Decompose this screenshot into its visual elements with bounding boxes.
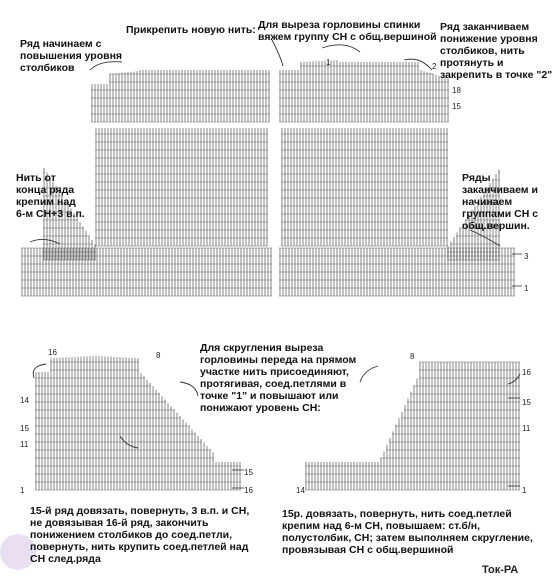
stitch-curve: [272, 40, 283, 66]
stitch-curve: [33, 364, 46, 378]
row-label: 2: [432, 62, 437, 71]
row-label: 8: [410, 352, 415, 361]
note-back-neck: Для выреза горловины спинки вяжем группу СН с общ.вершиной: [258, 19, 437, 43]
row-label: 3: [524, 252, 529, 261]
stitch-curve: [180, 382, 198, 396]
signature: Ток-РА: [482, 564, 519, 576]
note-left-thread: Нить от конца ряда крепим над 6-м СН+3 в.п.: [16, 172, 85, 220]
row-label: 15: [522, 398, 531, 407]
row-label: 18: [452, 86, 461, 95]
note-bottom-right: 15р. довязать, повернуть, нить соед.петлей крепим над 6-м СН, повышаем: ст.б/н, полустолбик, СН; затем выполняем скругление, провязывая СН с общ.вершиной: [282, 508, 533, 556]
note-bottom-left: 15-й ряд довязать, повернуть, 3 в.п. и СН, не довязывая 16-й ряд, закончить понижением столбиков до соед.петли, повернуть, нить крупить соед.петлей над СН след.ряда: [30, 505, 250, 565]
note-right-rows: Ряды заканчиваем и начинаем группами СН с общ.вершин.: [462, 172, 539, 232]
row-label: 11: [522, 424, 531, 433]
note-attach-thread: Прикрепить новую нить:: [126, 24, 256, 36]
stitch-curve: [360, 366, 378, 382]
row-label: 14: [296, 486, 305, 495]
note-top-left: Ряд начинаем с повышения уровня столбиков: [20, 38, 123, 74]
stitch-curve: [30, 239, 60, 244]
row-label: 15: [244, 468, 253, 477]
row-label: 11: [20, 440, 29, 449]
row-label: 15: [20, 424, 29, 433]
row-label: 1: [524, 284, 529, 293]
row-label: 14: [20, 396, 29, 405]
stitch-curve: [322, 45, 360, 52]
row-label: 1: [522, 486, 527, 495]
row-label: 8: [156, 351, 161, 360]
row-label: 1: [326, 58, 331, 67]
note-top-right: Ряд заканчиваем понижение уровня столбиков, нить протянуть и закрепить в точке "2": [440, 21, 553, 81]
row-label: 16: [48, 348, 57, 357]
note-center: Для скругления выреза горловины переда на прямом участке нить присоединяют, протягивая, соед.петлями в точке "1" и повышают или понижают уровень СН:: [200, 342, 357, 414]
row-label: 16: [244, 486, 253, 495]
row-label: 16: [522, 368, 531, 377]
row-label: 15: [452, 102, 461, 111]
row-label: 1: [20, 486, 25, 495]
stitch-curve: [470, 230, 500, 246]
